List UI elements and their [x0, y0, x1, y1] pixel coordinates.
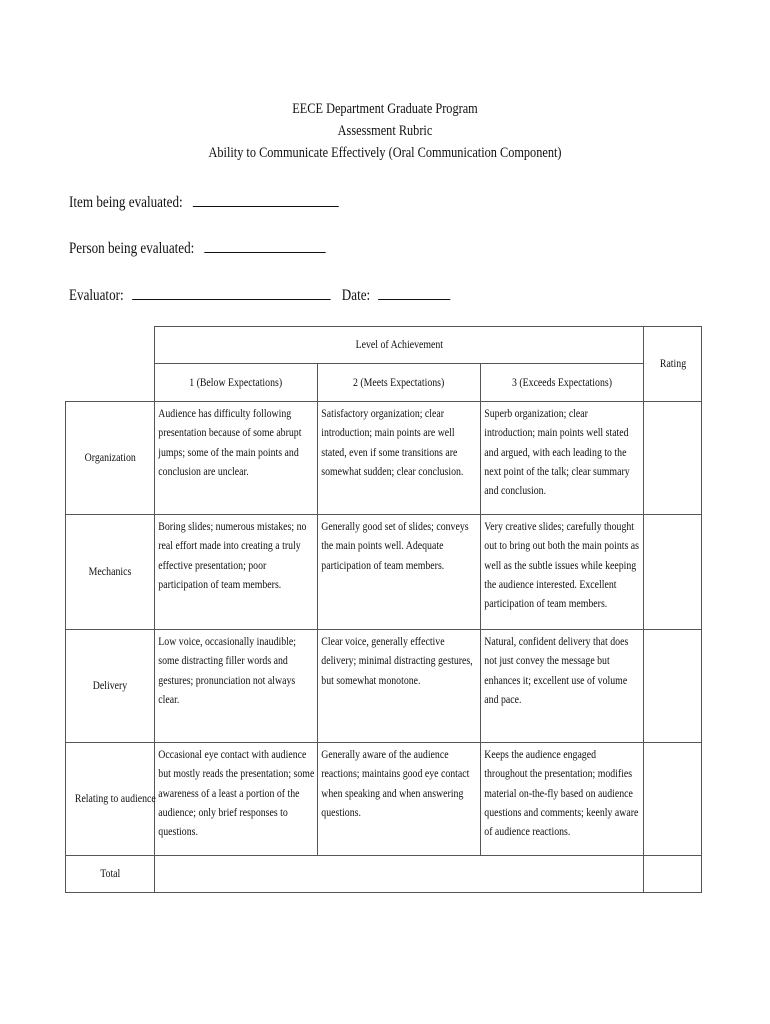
- evaluator-blank[interactable]: [132, 285, 330, 300]
- person-blank[interactable]: [204, 238, 325, 253]
- title-line-1: EECE Department Graduate Program: [292, 101, 478, 117]
- rating-cell[interactable]: [644, 743, 702, 856]
- level-header: Level of Achievement: [155, 327, 644, 364]
- cell-meets: Clear voice, generally effective delivery; minimal distracting gestures, but somewhat monotone.: [318, 630, 481, 743]
- column-below-header: 1 (Below Expectations): [155, 364, 318, 402]
- item-blank[interactable]: [192, 192, 338, 207]
- row-label: Organization: [66, 402, 155, 515]
- cell-below: Low voice, occasionally inaudible; some distracting filler words and gestures; pronunciation not always clear.: [155, 630, 318, 743]
- row-label: Relating to audience: [66, 743, 155, 856]
- rating-cell[interactable]: [644, 630, 702, 743]
- rating-cell[interactable]: [644, 515, 702, 630]
- evaluator-field: [69, 285, 451, 305]
- row-label: Mechanics: [66, 515, 155, 630]
- cell-exceeds: Superb organization; clear introduction; main points well stated and argued, with each leading to the next point of the talk; clear summary and conclusion.: [481, 402, 644, 515]
- cell-meets: Generally aware of the audience reactions; maintains good eye contact when speaking and when answering questions.: [318, 743, 481, 856]
- rating-header: Rating: [644, 327, 702, 402]
- row-delivery: [66, 630, 702, 743]
- cell-exceeds: Keeps the audience engaged throughout the presentation; modifies material on-the-fly based on audience questions and comments; keenly aware of audience reactions.: [481, 743, 644, 856]
- row-mechanics: [66, 515, 702, 630]
- cell-meets: Satisfactory organization; clear introduction; main points are well stated, even if some transitions are somewhat sudden; clear conclusion.: [318, 402, 481, 515]
- item-field: [69, 192, 338, 212]
- document-title: [69, 98, 700, 164]
- row-relating-to-audience: [66, 743, 702, 856]
- item-label: Item being evaluated:: [69, 194, 183, 211]
- cell-below: Occasional eye contact with audience but mostly reads the presentation; some awareness of a least a portion of the audience; only brief responses to questions.: [155, 743, 318, 856]
- row-total: [66, 856, 702, 893]
- row-organization: [66, 402, 702, 515]
- cell-exceeds: Natural, confident delivery that does not just convey the message but enhances it; excellent use of volume and pace.: [481, 630, 644, 743]
- cell-meets: Generally good set of slides; conveys the main points well. Adequate participation of team members.: [318, 515, 481, 630]
- column-meets-header: 2 (Meets Expectations): [318, 364, 481, 402]
- rubric-table: [65, 326, 702, 893]
- date-blank[interactable]: [378, 285, 450, 300]
- column-exceeds-header: 3 (Exceeds Expectations): [481, 364, 644, 402]
- rating-cell[interactable]: [644, 402, 702, 515]
- cell-below: Boring slides; numerous mistakes; no real effort made into creating a truly effective presentation; poor participation of team members.: [155, 515, 318, 630]
- date-label: Date:: [341, 287, 371, 304]
- title-line-2: Assessment Rubric: [337, 123, 433, 139]
- total-label: Total: [66, 856, 155, 893]
- evaluator-label: Evaluator:: [69, 287, 124, 304]
- cell-exceeds: Very creative slides; carefully thought out to bring out both the main points as well as the subtle issues while keeping the audience interested. Excellent participation of team members.: [481, 515, 644, 630]
- total-span-cell: [155, 856, 644, 893]
- empty-corner: [66, 327, 155, 402]
- person-field: [69, 238, 326, 258]
- cell-below: Audience has difficulty following presentation because of some abrupt jumps; some of the main points and conclusion are unclear.: [155, 402, 318, 515]
- title-line-3: Ability to Communicate Effectively (Oral Communication Component): [208, 145, 562, 161]
- total-rating-cell[interactable]: [644, 856, 702, 893]
- person-label: Person being evaluated:: [69, 240, 195, 257]
- row-label: Delivery: [66, 630, 155, 743]
